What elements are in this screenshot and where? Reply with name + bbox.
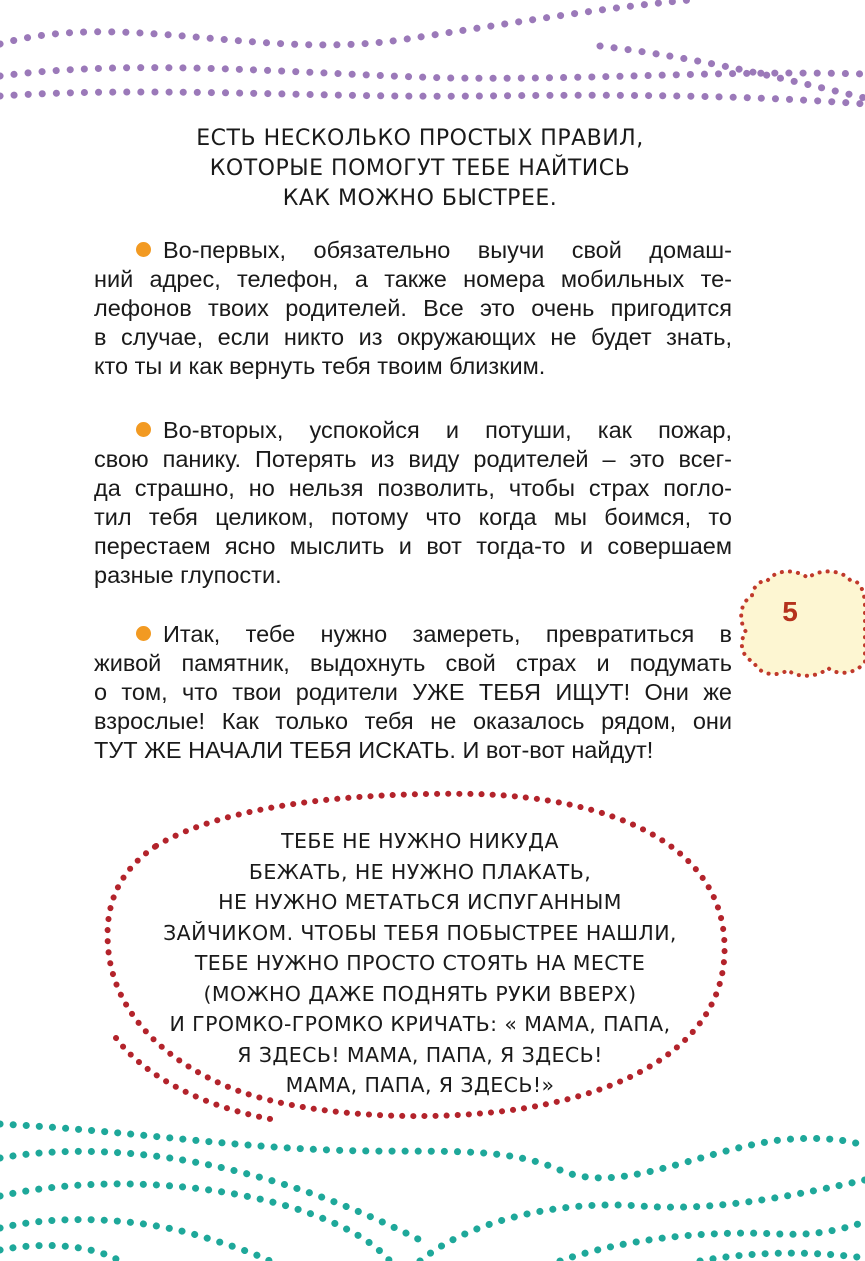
paragraph-line: взрослые! Как только тебя не оказалось рядом, они: [94, 708, 732, 734]
paragraph-line: да страшно, но нельзя позволить, чтобы страх погло-: [94, 475, 732, 501]
callout-line: ТЕБЕ НУЖНО ПРОСТО СТОЯТЬ НА МЕСТЕ: [194, 951, 646, 975]
orange-bullet-icon: [136, 422, 151, 437]
paragraph-first-rule: [94, 236, 732, 381]
heading-line: КОТОРЫЕ ПОМОГУТ ТЕБЕ НАЙТИСЬ: [209, 156, 631, 181]
callout-line: И ГРОМКО-ГРОМКО КРИЧАТЬ: « МАМА, ПАПА,: [169, 1012, 671, 1036]
paragraph-second-rule: [94, 416, 732, 590]
paragraph-line: перестаем ясно мыслить и вот тогда-то и совершаем: [94, 533, 732, 559]
callout-line: Я ЗДЕСЬ! МАМА, ПАПА, Я ЗДЕСЬ!: [237, 1042, 603, 1067]
callout-line: ЗАЙЧИКОМ. ЧТОБЫ ТЕБЯ ПОБЫСТРЕЕ НАШЛИ,: [163, 920, 677, 945]
paragraph-line: свою панику. Потерять из виду родителей – это всег-: [94, 446, 732, 472]
paragraph-line: тил тебя целиком, потому что когда мы боимся, то: [94, 504, 732, 530]
paragraph-line: живой памятник, выдохнуть свой страх и подумать: [94, 650, 732, 676]
paragraph-line: ТУТ ЖЕ НАЧАЛИ ТЕБЯ ИСКАТЬ. И вот-вот найдут!: [94, 737, 654, 763]
callout-line: ТЕБЕ НЕ НУЖНО НИКУДА: [281, 829, 559, 853]
paragraph-line: Итак, тебе нужно замереть, превратиться в: [163, 621, 732, 647]
callout-line: НЕ НУЖНО МЕТАТЬСЯ ИСПУГАННЫМ: [218, 890, 622, 914]
heading-line: ЕСТЬ НЕСКОЛЬКО ПРОСТЫХ ПРАВИЛ,: [196, 126, 644, 151]
paragraph-line: ний адрес, телефон, а также номера мобильных те-: [94, 266, 732, 292]
paragraph-line: кто ты и как вернуть тебя твоим близким.: [94, 353, 546, 379]
orange-bullet-icon: [136, 242, 151, 257]
paragraph-line: лефонов твоих родителей. Все это очень пригодится: [94, 295, 732, 321]
paragraph-line: Во-вторых, успокойся и потуши, как пожар,: [163, 417, 732, 443]
heading-line: КАК МОЖНО БЫСТРЕЕ.: [282, 186, 558, 211]
paragraph-line: разные глупости.: [94, 562, 282, 588]
paragraph-third-rule: [94, 620, 732, 765]
paragraph-line: Во-первых, обязательно выучи свой домаш-: [163, 237, 732, 263]
page-number: 5: [782, 596, 798, 627]
callout-line: МАМА, ПАПА, Я ЗДЕСЬ!»: [285, 1073, 555, 1097]
bottom-dotted-wave-decoration: [0, 1110, 865, 1261]
paragraph-line: в случае, если никто из окружающих не будет знать,: [94, 324, 732, 350]
page-heading: [100, 124, 740, 214]
callout-line: БЕЖАТЬ, НЕ НУЖНО ПЛАКАТЬ,: [248, 859, 592, 884]
callout-line: (МОЖНО ДАЖЕ ПОДНЯТЬ РУКИ ВВЕРХ): [203, 981, 637, 1006]
callout-text: [150, 826, 690, 1101]
paragraph-line: о том, что твои родители УЖЕ ТЕБЯ ИЩУТ! Они же: [94, 679, 732, 705]
orange-bullet-icon: [136, 626, 151, 641]
top-dotted-wave-decoration: [0, 0, 865, 110]
